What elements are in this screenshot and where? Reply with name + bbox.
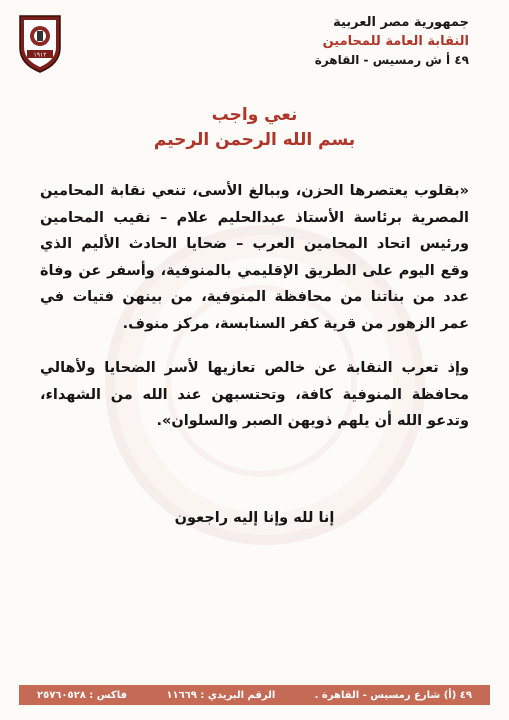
footer-address: ٤٩ (أ) شارع رمسيس - القاهرة . [314, 689, 472, 701]
syndicate-logo [18, 12, 62, 74]
country-name: جمهورية مصر العربية [333, 15, 469, 30]
letterhead [315, 14, 469, 69]
logo-year: ١٩١٢ [33, 51, 47, 59]
closing-verse: إنا لله وإنا إليه راجعون [174, 510, 335, 526]
syndicate-name: النقابة العامة للمحامين [322, 34, 469, 49]
paragraph-2: وإذ تعرب النقابة عن خالص تعازيها لأسر الضحايا ولأهالي محافظة المنوفية كافة، وتحتسبهن عند الله من الشهداء، وتدعو الله أن يلهم ذويهن الصبر والسلوان». [40, 360, 469, 429]
obituary-body [40, 178, 469, 435]
obituary-title: نعي واجب [211, 105, 298, 125]
paragraph-1: «بقلوب يعتصرها الحزن، وببالغ الأسى، تنعي نقابة المحامين المصرية برئاسة الأستاذ عبدالحليم علام – نقيب المحامين ورئيس اتحاد المحامين العرب – ضحايا الحادث الأليم الذي وقع اليوم على الطريق الإقليمي بالمنوفية، وأسفر عن وفاة عدد من بناتنا من محافظة المنوفية، من بينهن فتيات في عمر الزهور من قرية كفر السنابسة، مركز منوف. [40, 183, 469, 332]
footer-postal-code: الرقم البريدي : ١١٦٦٩ [166, 689, 276, 701]
title-block [0, 103, 509, 153]
basmala: بسم الله الرحمن الرحيم [153, 130, 356, 150]
footer-bar [19, 685, 490, 705]
header-address: ٤٩ أ ش رمسيس - القاهرة [314, 53, 469, 67]
footer-fax: فاكس : ٢٥٧٦٠٥٢٨ [37, 689, 128, 701]
